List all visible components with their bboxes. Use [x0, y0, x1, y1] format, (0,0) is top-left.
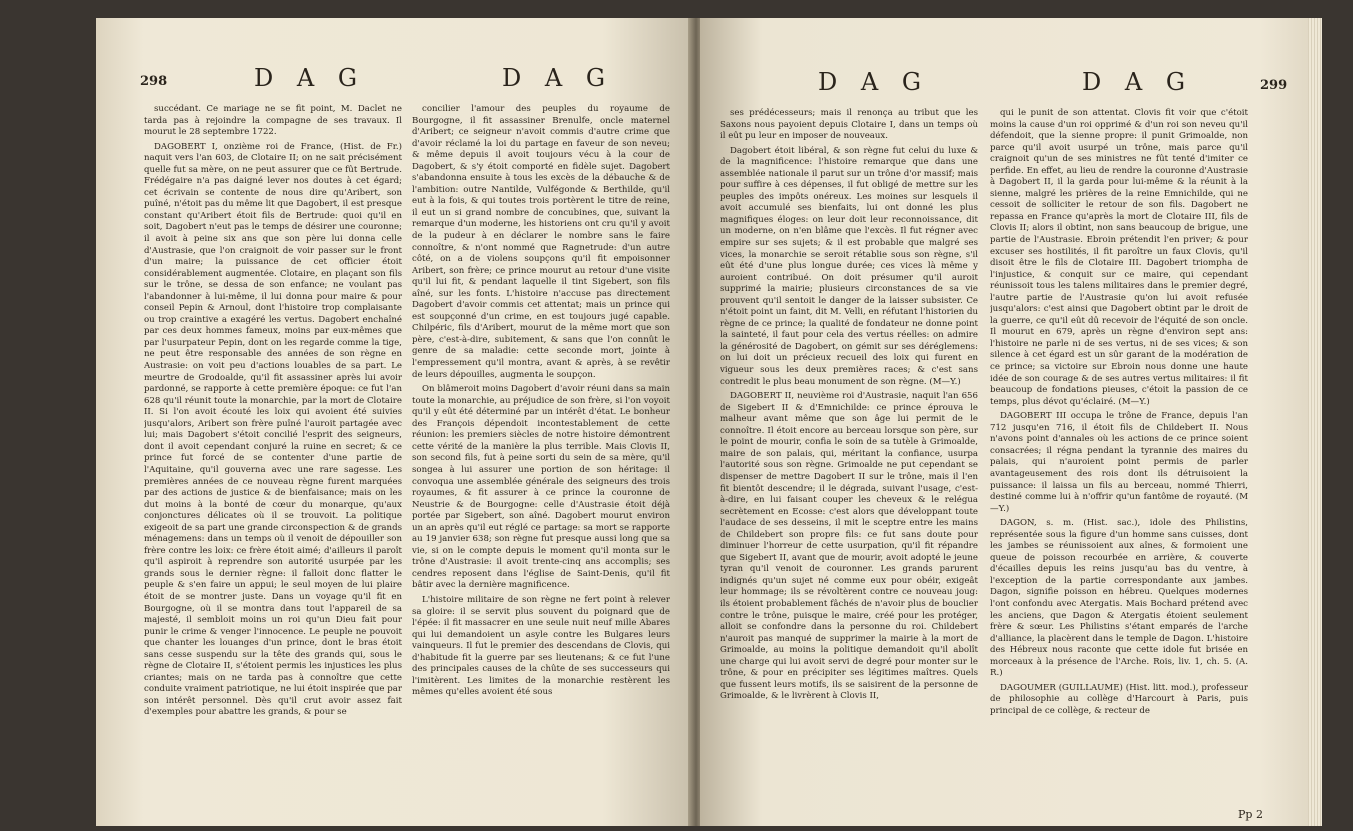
- paragraph: ses prédécesseurs; mais il renonça au tribut que les Saxons nous payoient depuis Clotaire I, dans un temps où il eût pu leur en imposer de nouveaux.: [720, 108, 978, 142]
- left-page-column-2: [412, 104, 670, 819]
- open-book: [96, 18, 1322, 826]
- right-page-number: 299: [1260, 78, 1288, 93]
- right-page-column-1: [720, 108, 978, 823]
- left-page-header: [96, 64, 692, 100]
- right-page-column-2: [990, 108, 1248, 808]
- paragraph: concilier l'amour des peuples du royaume de Bourgogne, il fit assassiner Brenulfe, oncle maternel d'Aribert; ce seigneur n'avoit commis d'autre crime que d'avoir réclamé la loi du partage en faveur de son neveu; & même depuis il avoit toujours vécu à la cour de Dagobert, & s'y étoit comporté en fidèle sujet. Dagobert s'abandonna ensuite à tous les excès de la débauche & de l'ambition: outre Nantilde, Vulfégonde & Berthilde, qu'il eut à la fois, & qui toutes trois portèrent le titre de reine, il eut un si grand nombre de concubines, que, suivant la remarque d'un moderne, les historiens ont cru qu'il y avoit de la pudeur à en déclarer le nombre sans le faire connoître, & n'ont nommé que Ragnetrude: d'un autre côté, on a de violens soupçons qu'il fit empoisonner Aribert, son frère; ce prince mourut au retour d'une visite qu'il lui fit, & pendant laquelle il tint Sigebert, son fils aîné, sur les fonts. L'histoire n'accuse pas directement Dagobert d'avoir commis cet attentat; mais un prince qui est soupçonné d'un crime, en est toujours jugé capable. Chilpéric, fils d'Aribert, mourut de la même mort que son père, c'est-à-dire, subitement, & sans que l'on connût le genre de sa maladie: cette seconde mort, jointe à l'empressement qu'il montra, avant & après, à se revêtir de leurs dépouilles, augmenta le soupçon.: [412, 104, 670, 380]
- paragraph: DAGOBERT II, neuvième roi d'Austrasie, naquit l'an 656 de Sigebert II & d'Emnichilde: ce prince éprouva le malheur avant même que son âge lui permit de le connoître. Il étoit encore au berceau lorsque son père, sur le point de mourir, confia le soin de sa tutèle à Grimoalde, maire de son palais, qui, méritant la confiance, usurpa l'autorité sous son règne. Grimoalde ne put cependant se dispenser de mettre Dagobert II sur le trône, mais il l'en fit bientôt descendre; il le dégrada, suivant l'usage, c'est-à-dire, en lui faisant couper les cheveux & le relégua secrètement en Ecosse: c'est alors que développant toute l'audace de ses desseins, il mit le sceptre entre les mains de Childebert son propre fils: ce fut sans doute pour diminuer l'horreur de cette usurpation, qu'il fit répandre que Sigebert II, avant que de mourir, avoit adopté le jeune tyran qu'il venoit de couronner. Les grands parurent indignés qu'un sujet né comme eux pour obéir, exigeât leur hommage; ils se révoltèrent contre ce nouveau joug: ils étoient probablement fâchés de n'avoir plus de bouclier contre le trône, puisque le maire, créé pour les protéger, alloit se confondre dans la personne du roi. Childebert n'auroit pas manqué de supprimer la mairie à la mort de Grimoalde, au moins la politique demandoit qu'il abolît une charge qui lui avoit servi de degré pour monter sur le trône, & pour en précipiter ses légitimes maîtres. Quels que fussent leurs motifs, ils se saisirent de la personne de Grimoalde, & le livrèrent à Clovis II,: [720, 391, 978, 702]
- paragraph: qui le punit de son attentat. Clovis fit voir que c'étoit moins la cause d'un roi opprimé & d'un roi son neveu qu'il défendoit, que la sienne propre: il punit Grimoalde, non parce qu'il avoit usurpé un trône, mais parce qu'il craignoit qu'un de ses ministres ne fût tenté d'imiter ce perfide. En effet, au lieu de rendre la couronne d'Austrasie à Dagobert II, il la garda pour lui-même & la réunit à la sienne, malgré les prières de la reine Emnichilde, qui ne cessoit de solliciter le retour de son fils. Dagobert ne repassa en France qu'après la mort de Clotaire III, fils de Clovis II; alors il obtint, non sans beaucoup de brigue, une partie de l'Austrasie. Ebroin prétendit l'en priver; & pour excuser ses hostilités, il fit paroître un faux Clovis, qu'il disoit être le fils de Clotaire III. Dagobert triompha de l'injustice, & conquit sur ce maire, qui cependant réunissoit tous les talens militaires dans le premier degré, l'autre partie de l'Austrasie qu'on lui avoit refusée jusqu'alors: c'est ainsi que Dagobert obtint par le droit de la guerre, ce qu'il eût dû recevoir de l'équité de son oncle. Il mourut en 679, après un règne d'environ sept ans: l'histoire ne parle ni de ses vertus, ni de ses vices; & son silence à cet égard est un sûr garant de la modération de ce prince; sa victoire sur Ebroin nous donne une haute idée de son courage & de ses autres vertus militaires: il fit beaucoup de fondations pieuses, c'étoit la passion de ce temps, plus dévot qu'éclairé. (M—Y.): [990, 108, 1248, 407]
- right-page: [700, 18, 1322, 826]
- paragraph: DAGOUMER (GUILLAUME) (Hist. litt. mod.), professeur de philosophie au collège d'Harcourt à Paris, puis principal de ce collège, & recteur de: [990, 682, 1248, 716]
- paragraph: DAGOBERT I, onzième roi de France, (Hist. de Fr.) naquit vers l'an 603, de Clotaire II; on ne sait précisément quelle fut sa mère, on ne peut assurer que ce fût Bertrude. Frédégaire n'a pas daigné lever nos doutes à cet égard; cet écrivain se contente de nous dire qu'Aribert, son puîné, n'étoit pas du même lit que Dagobert, il est presque constant qu'Aribert étoit fils de Bertrude: quoi qu'il en soit, Dagobert n'eut pas le temps de désirer une couronne; il avoit à peine six ans que son père lui donna celle d'Austrasie, que l'on craignoit de voir passer sur le front d'un maire; la puissance de cet officier étoit considérablement augmentée. Clotaire, en plaçant son fils sur le trône, se dessa de son enfance; ne voulant pas l'abandonner à lui-même, il lui donna pour maire & pour conseil Pepin & Arnoul, dont l'histoire trop complaisante ou trop craintive a exagéré les vertus. Dagobert enchaîné par ces deux hommes fameux, moins par eux-mêmes que par l'usurpateur Pepin, dont on les regarde comme la tige, ne peut être responsable des années de son règne en Austrasie: on voit peu d'actions louables de sa part. Le meurtre de Grodoalde, qu'il fit assassiner après lui avoir pardonné, se rapporte à cette première époque: ce fut l'an 628 qu'il réunit toute la monarchie, par la mort de Clotaire II. Si l'on avoit écouté les loix qui avoient été suivies jusqu'alors, Aribert son frère puîné l'auroit partagée avec lui; mais Dagobert s'étoit concilié l'esprit des seigneurs, dont il avoit cependant conjuré la ruine en secret; & ce prince fut forcé de se contenter d'une partie de l'Aquitaine, qu'il gouverna avec une rare sagesse. Les premières années de ce nouveau règne furent marquées par des actions de justice & de bienfaisance; mais on les dut moins à la bonté de cœur du monarque, qu'aux conjonctures délicates où il se trouvoit. La politique exigeoit de sa part une grande circonspection & de grands ménagemens: dans un temps où il venoit de dépouiller son frère contre les loix: ce frère étoit aimé; d'ailleurs il paroît qu'il aspiroit à reprendre son autorité usurpée par les grands sous le dernier règne: il falloit donc flatter le peuple & s'en faire un appui; le seul moyen de lui plaire étoit de se montrer juste. Dans un voyage qu'il fit en Bourgogne, où il se montra dans tout l'appareil de sa majesté, il sembloit moins un roi qu'un Dieu fait pour punir le crime & venger l'innocence. Le peuple ne pouvoit que chanter les louanges d'un prince, dont le bras étoit sans cesse suspendu sur la tête des grands qui, sous le règne de Clotaire II, s'étoient permis les injustices les plus criantes; mais on ne tarda pas à connoître que cette conduite vraiment patriotique, ne lui étoit inspirée que par son intérêt personnel. Dès qu'il crut avoir assez fait d'exemples pour abattre les grands, & pour se: [144, 141, 402, 718]
- paragraph: On blâmeroit moins Dagobert d'avoir réuni dans sa main toute la monarchie, au préjudice de son frère, si l'on voyoit qu'il y eût été déterminé par un intérêt d'état. Le bonheur des François dépendoit incontestablement de cette réunion: les premiers siècles de notre histoire démontrent cette vérité de la manière la plus terrible. Mais Clovis II, son second fils, fut à peine sorti du sein de sa mère, qu'il songea à lui assurer une portion de son héritage: il convoqua une assemblée générale des seigneurs des trois royaumes, & fit assurer à ce prince la couronne de Neustrie & de Bourgogne: celle d'Austrasie étoit déjà portée par Sigebert, son aîné. Dagobert mourut environ un an après qu'il eut réglé ce partage: sa mort se rapporte au 19 janvier 638; son règne fut presque aussi long que sa vie, si on le compte depuis le moment qu'il monta sur le trône d'Austrasie: il avoit trente-cinq ans accomplis; ses cendres reposent dans l'église de Saint-Denis, qu'il fit bâtir avec la dernière magnificence.: [412, 384, 670, 591]
- paragraph: Dagobert étoit libéral, & son règne fut celui du luxe & de la magnificence: l'histoire remarque que dans une assemblée nationale il parut sur un trône d'or massif; mais pour suffire à ces dépenses, il fut obligé de mettre sur les peuples des impôts onéreux. Les moines sur lesquels il avoit accumulé ses bienfaits, lui ont donné les plus magnifiques éloges: on leur doit leur reconnoissance, dit un moderne, on n'en blâme que l'excès. Il fut régner avec empire sur ses sujets; & il est probable que malgré ses vices, la monarchie se seroit rétablie sous son règne, s'il eût été d'une plus longue durée; ces vices là même y auroient contribué. On doit présumer qu'il auroit supprimé la mairie; plusieurs circonstances de sa vie prouvent qu'il sentoit le danger de la laisser subsister. Ce n'étoit point un faint, dit M. Velli, en réfutant l'historien du règne de ce prince; la qualité de fondateur ne donne point la sainteté, il faut pour cela des vertus réelles: on admire la générosité de Dagobert, on gémit sur ses déréglemens: on lui doit un précieux recueil des loix qui furent en vigueur sous les deux premières races; & c'est sans contredit le plus beau monument de son règne. (M—Y.): [720, 145, 978, 387]
- left-running-head-1: D A G: [254, 64, 366, 92]
- left-page-column-1: [144, 104, 402, 819]
- paragraph: succédant. Ce mariage ne se fit point, M. Daclet ne tarda pas à rejoindre la compagne de ses travaux. Il mourut le 28 septembre 1722.: [144, 104, 402, 138]
- right-running-head-1: D A G: [818, 68, 930, 96]
- signature-mark: Pp 2: [1238, 808, 1263, 821]
- right-running-head-2: D A G: [1082, 68, 1194, 96]
- left-running-head-2: D A G: [502, 64, 614, 92]
- paragraph: DAGON, s. m. (Hist. sac.), idole des Philistins, représentée sous la figure d'un homme sans cuisses, dont les jambes se réunissoient aux aînes, & formoient une queue de poisson recourbée en arrière, & couverte d'écailles depuis les reins jusqu'au bas du ventre, à l'exception de la partie correspondante aux jambes. Dagon, signifie poisson en hébreu. Quelques modernes l'ont confondu avec Atergatis. Mais Bochard prétend avec les anciens, que Dagon & Atergatis étoient seulement frère & sœur. Les Philistins s'étant emparés de l'arche d'alliance, la placèrent dans le temple de Dagon. L'histoire des Hébreux nous raconte que cette idole fut brisée en morceaux à la présence de l'Arche. Rois, liv. 1, ch. 5. (A. R.): [990, 518, 1248, 679]
- left-page: [96, 18, 692, 826]
- paragraph: L'histoire militaire de son règne ne fert point à relever sa gloire: il se servit plus souvent du poignard que de l'épée: il fit massacrer en une seule nuit neuf mille Abares qui lui demandoient un asyle contre les Bulgares leurs vainqueurs. Il fut le premier des descendans de Clovis, qui d'habitude fit la guerre par ses lieutenans; & ce fut l'une des principales causes de la chûte de ses successeurs qui l'imitèrent. Les limites de la monarchie restèrent les mêmes qu'elles avoient été sous: [412, 594, 670, 698]
- page-edges: [1308, 18, 1322, 826]
- left-page-number: 298: [140, 74, 168, 89]
- paragraph: DAGOBERT III occupa le trône de France, depuis l'an 712 jusqu'en 716, il étoit fils de Childebert II. Nous n'avons point d'annales où les actions de ce prince soient consacrées; il régna pendant la tyrannie des maires du palais, qui n'auroient point permis de parler avantageusement des rois dont ils détruisoient la puissance: il laissa un fils au berceau, nommé Thierri, destiné comme lui à n'offrir qu'un fantôme de royauté. (M—Y.): [990, 411, 1248, 514]
- right-page-header: [700, 70, 1322, 100]
